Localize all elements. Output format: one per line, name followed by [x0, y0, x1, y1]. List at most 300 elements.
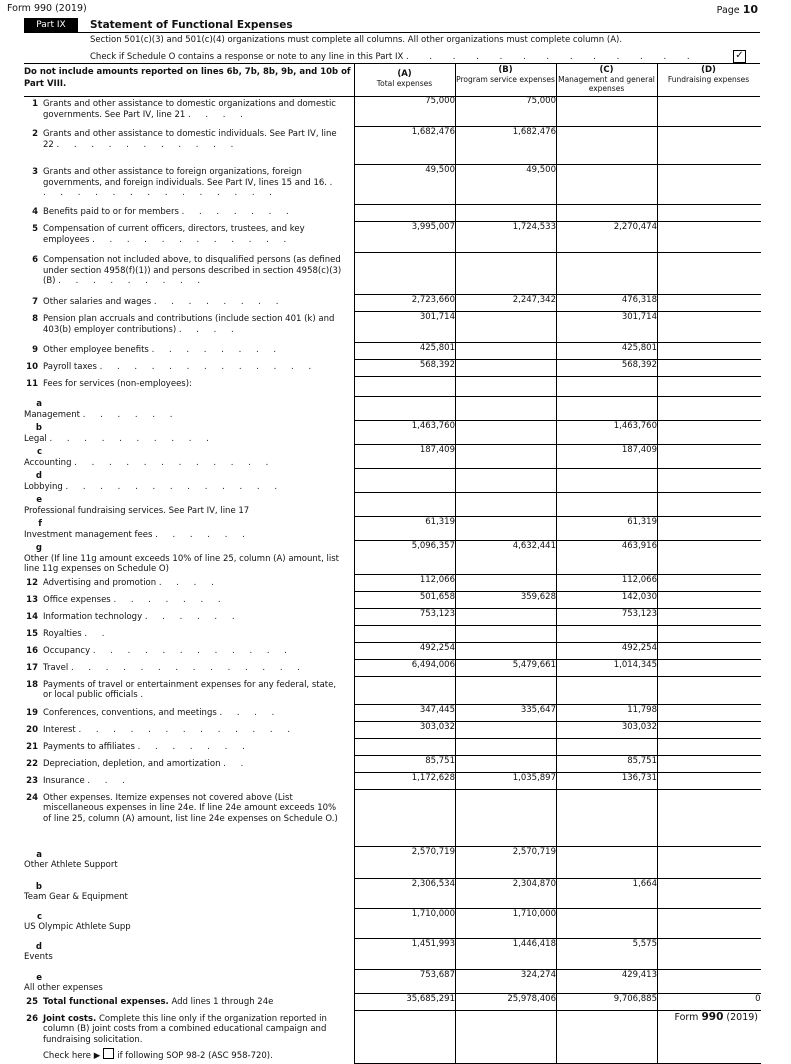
schedule-o-checkbox[interactable]: ✓ — [733, 50, 746, 63]
leader-dots: . . . . . . . — [113, 594, 227, 605]
line-description — [43, 997, 343, 1008]
amount-col-a — [355, 739, 456, 756]
line-description — [24, 458, 342, 469]
table-row — [24, 376, 761, 396]
line-label-cell — [24, 492, 355, 516]
amount-col-d — [658, 221, 761, 252]
amount-col-c: 112,066 — [557, 575, 658, 592]
amount-col-b — [456, 609, 557, 626]
amount-col-b — [456, 739, 557, 756]
table-row — [24, 294, 761, 311]
form-year-header: Form 990 (2019) — [7, 3, 87, 14]
line-number: 21 — [26, 741, 38, 752]
amount-col-b — [456, 1011, 557, 1064]
line-text: Team Gear & Equipment — [24, 892, 128, 902]
amount-col-d — [658, 722, 761, 739]
table-row — [24, 164, 761, 204]
amount-col-c — [557, 847, 658, 879]
divider — [556, 63, 557, 96]
table-row — [24, 396, 761, 420]
amount-col-b — [456, 311, 557, 342]
line-description — [43, 297, 343, 308]
line-description — [24, 410, 342, 421]
amount-col-d — [658, 516, 761, 540]
line-description — [43, 1014, 343, 1062]
amount-col-a: 35,685,291 — [355, 994, 456, 1011]
line-text: Grants and other assistance to domestic organizations and domestic governments. See Part IV, line 21 — [43, 99, 336, 120]
amount-col-a — [355, 252, 456, 294]
amount-col-c — [557, 204, 658, 221]
line-label-cell — [24, 96, 355, 126]
table-row — [24, 420, 761, 444]
line-label-cell — [24, 847, 355, 879]
line-description — [43, 663, 343, 674]
line-title: Joint costs. — [43, 1013, 97, 1024]
line-label-cell — [24, 516, 355, 540]
amount-col-c — [557, 376, 658, 396]
joint-costs-checkbox[interactable] — [103, 1048, 114, 1059]
table-row — [24, 879, 761, 909]
amount-col-b: 75,000 — [456, 96, 557, 126]
line-text: Other (If line 11g amount exceeds 10% of line 25, column (A) amount, list line 11g expenses on Schedule O) — [24, 553, 340, 574]
line-number: 19 — [26, 707, 38, 718]
line-number: 25 — [26, 996, 38, 1007]
amount-col-d — [658, 790, 761, 847]
line-text: Benefits paid to or for members — [43, 207, 179, 217]
amount-col-c: 476,318 — [557, 294, 658, 311]
page-label: Page — [716, 5, 740, 16]
check-here-label: Check here ▶ — [43, 1051, 101, 1061]
amount-col-c — [557, 96, 658, 126]
amount-col-c — [557, 252, 658, 294]
line-label-cell — [24, 376, 355, 396]
line-number: 3 — [32, 167, 38, 177]
line-label-cell — [24, 294, 355, 311]
line-label-cell — [24, 252, 355, 294]
line-number: 8 — [32, 314, 38, 324]
amount-col-c: 61,319 — [557, 516, 658, 540]
line-text: Conferences, conventions, and meetings — [43, 707, 217, 718]
amount-col-b — [456, 444, 557, 468]
line-text: Events — [24, 952, 53, 962]
amount-col-a — [355, 376, 456, 396]
part-intro: Section 501(c)(3) and 501(c)(4) organizations must complete all columns. All other organizations must complete column (A). — [90, 35, 623, 45]
line-number: 12 — [26, 577, 38, 588]
table-row — [24, 626, 761, 643]
divider — [455, 63, 456, 96]
line-label-cell — [24, 909, 355, 939]
line-label-cell — [24, 739, 355, 756]
amount-col-c: 85,751 — [557, 756, 658, 773]
table-row — [24, 359, 761, 376]
table-row — [24, 96, 761, 126]
line-label-cell — [24, 756, 355, 773]
amount-col-c: 429,413 — [557, 970, 658, 994]
amount-col-a: 492,254 — [355, 643, 456, 660]
amount-col-d — [658, 756, 761, 773]
amount-col-d — [658, 643, 761, 660]
amount-col-b — [456, 756, 557, 773]
amount-col-a: 75,000 — [355, 96, 456, 126]
column-b-header: (B) Program service expenses — [456, 65, 555, 84]
line-number: 26 — [26, 1013, 38, 1024]
table-row — [24, 739, 761, 756]
amount-col-d — [658, 468, 761, 492]
amount-col-b — [456, 790, 557, 847]
line-number: 11 — [26, 379, 38, 389]
amount-col-a: 1,172,628 — [355, 773, 456, 790]
amount-col-a — [355, 677, 456, 705]
table-row — [24, 756, 761, 773]
leader-dots: . . — [223, 758, 250, 769]
amount-col-d — [658, 739, 761, 756]
leader-dots: . . . — [87, 775, 131, 786]
subline-letter: e — [36, 495, 42, 505]
amount-col-d — [658, 660, 761, 677]
amount-col-c: 9,706,885 — [557, 994, 658, 1011]
amount-col-b: 25,978,406 — [456, 994, 557, 1011]
table-row — [24, 492, 761, 516]
line-label-cell — [24, 722, 355, 739]
line-number: 13 — [26, 594, 38, 605]
amount-col-a: 303,032 — [355, 722, 456, 739]
table-row — [24, 1011, 761, 1064]
table-row — [24, 643, 761, 660]
line-number: 23 — [26, 775, 38, 786]
line-title: Total functional expenses. — [43, 996, 169, 1007]
line-label-cell — [24, 396, 355, 420]
subline-letter: b — [35, 881, 42, 892]
amount-col-b — [456, 468, 557, 492]
subline-letter: f — [38, 519, 42, 529]
amount-col-b: 1,710,000 — [456, 909, 557, 939]
amount-col-d — [658, 847, 761, 879]
amount-col-a: 6,494,006 — [355, 660, 456, 677]
subline-letter: a — [36, 849, 42, 860]
line-text: Insurance — [43, 775, 85, 786]
line-description — [43, 612, 343, 623]
line-label-cell — [24, 939, 355, 970]
line-number: 20 — [26, 724, 38, 735]
amount-col-c: 2,270,474 — [557, 221, 658, 252]
leader-dots: . . . . . . . . . — [58, 276, 207, 286]
amount-col-b — [456, 359, 557, 376]
line-description — [43, 207, 343, 218]
amount-col-a — [355, 468, 456, 492]
line-number: 18 — [26, 679, 38, 690]
subline-letter: e — [36, 972, 42, 983]
subline-letter: d — [35, 941, 42, 952]
line-text: Complete this line only if the organization reported in column (B) joint costs from a combined educational campaign and fundraising solicitation. — [43, 1013, 327, 1045]
line-text: Grants and other assistance to foreign organizations, foreign governments, and foreign individuals. See Part IV, lines 15 and 16. — [43, 167, 327, 188]
amount-col-d — [658, 126, 761, 164]
line-label-cell — [24, 592, 355, 609]
leader-dots: . — [140, 690, 150, 700]
line-description — [24, 860, 342, 871]
amount-col-a: 1,682,476 — [355, 126, 456, 164]
amount-col-d — [658, 879, 761, 909]
table-row — [24, 468, 761, 492]
amount-col-a: 61,319 — [355, 516, 456, 540]
amount-col-a — [355, 790, 456, 847]
line-label-cell — [24, 126, 355, 164]
table-row — [24, 516, 761, 540]
line-description — [43, 167, 343, 199]
line-description — [43, 255, 343, 287]
line-label-cell — [24, 677, 355, 705]
line-label-cell — [24, 773, 355, 790]
page-number — [717, 3, 758, 16]
column-c-header: (C) Management and general expenses — [558, 65, 655, 93]
table-row — [24, 722, 761, 739]
leader-dots: . . . . . . . . . . . . — [92, 234, 293, 245]
amount-col-a: 347,445 — [355, 705, 456, 722]
line-number: 6 — [32, 255, 38, 265]
amount-col-b — [456, 626, 557, 643]
amount-col-c — [557, 164, 658, 204]
amount-col-d — [658, 492, 761, 516]
amount-col-b — [456, 204, 557, 221]
amount-col-d — [658, 311, 761, 342]
leader-dots: . . . . . . . — [181, 207, 295, 217]
subline-letter: g — [35, 543, 42, 553]
line-text: Professional fundraising services. See Part IV, line 17 — [24, 505, 250, 516]
line-description — [43, 680, 343, 701]
amount-col-d — [658, 359, 761, 376]
amount-col-d — [658, 609, 761, 626]
line-description — [43, 362, 343, 373]
line-text: Pension plan accruals and contributions (include section 401 (k) and 403(b) employer contributions) — [43, 314, 335, 335]
leader-dots: . . . . — [219, 707, 281, 718]
table-row — [24, 540, 761, 575]
amount-col-b: 1,724,533 — [456, 221, 557, 252]
line-label-cell — [24, 575, 355, 592]
line-label-cell — [24, 204, 355, 221]
leader-dots: . . . . . . . . — [153, 297, 285, 307]
line-description — [43, 759, 343, 770]
amount-col-d: 0 — [658, 994, 761, 1011]
divider — [354, 63, 355, 96]
amount-col-d — [658, 575, 761, 592]
amount-col-b: 2,304,870 — [456, 879, 557, 909]
table-row — [24, 994, 761, 1011]
line-number: 4 — [32, 207, 38, 217]
divider — [657, 63, 658, 96]
leader-dots: . . . . . . . . . . . . . — [78, 724, 297, 735]
amount-col-a: 568,392 — [355, 359, 456, 376]
amount-col-b: 4,632,441 — [456, 540, 557, 575]
line-description — [24, 434, 342, 445]
leader-dots: . . . . — [178, 324, 240, 335]
line-label-cell — [24, 790, 355, 847]
leader-dots: . . . . . . . . — [151, 345, 283, 355]
leader-dots: . . . . . . . . . . . . . . — [70, 662, 306, 673]
amount-col-b: 2,247,342 — [456, 294, 557, 311]
amount-col-b — [456, 643, 557, 660]
line-description — [43, 725, 343, 736]
amount-col-b — [456, 677, 557, 705]
amount-col-c: 301,714 — [557, 311, 658, 342]
line-label-cell — [24, 342, 355, 359]
amount-col-a — [355, 396, 456, 420]
subline-letter: a — [36, 399, 42, 409]
amount-col-b: 324,274 — [456, 970, 557, 994]
table-row — [24, 773, 761, 790]
amount-col-a: 753,687 — [355, 970, 456, 994]
amount-col-c: 568,392 — [557, 359, 658, 376]
leader-dots: . . . . — [187, 109, 249, 120]
line-label-cell — [24, 1011, 355, 1064]
leader-dots: . . . . . . . . . . . . — [74, 457, 275, 468]
amount-col-c — [557, 909, 658, 939]
subline-letter: c — [36, 911, 42, 922]
line-label-cell — [24, 164, 355, 204]
line-number: 7 — [32, 297, 38, 307]
amount-col-d — [658, 396, 761, 420]
line-text: Other expenses. Itemize expenses not covered above (List miscellaneous expenses in line 24e. If line 24e amount exceeds 10% of line 25, column (A) amount, list line 24e expenses on Schedule O.) — [43, 792, 338, 824]
amount-col-b — [456, 575, 557, 592]
table-row — [24, 660, 761, 677]
amount-col-a: 85,751 — [355, 756, 456, 773]
line-description — [24, 554, 342, 575]
amount-col-d — [658, 252, 761, 294]
amount-col-c: 492,254 — [557, 643, 658, 660]
table-row — [24, 705, 761, 722]
amount-col-d — [658, 376, 761, 396]
line-label-cell — [24, 879, 355, 909]
line-description — [43, 99, 343, 120]
table-row — [24, 970, 761, 994]
column-a-header: (A) Total expenses — [376, 69, 433, 88]
amount-col-a: 753,123 — [355, 609, 456, 626]
amount-col-b: 1,035,897 — [456, 773, 557, 790]
line-description — [24, 506, 342, 517]
amount-col-c — [557, 1011, 658, 1064]
table-row — [24, 221, 761, 252]
amount-col-a: 3,995,007 — [355, 221, 456, 252]
amount-col-a: 112,066 — [355, 575, 456, 592]
line-text: Payments of travel or entertainment expenses for any federal, state, or local public officials — [43, 679, 337, 700]
line-text: Other Athlete Support — [24, 860, 118, 870]
amount-col-d — [658, 204, 761, 221]
subline-letter: d — [35, 471, 42, 481]
line-description — [43, 578, 343, 589]
table-row — [24, 592, 761, 609]
line-text: Depreciation, depletion, and amortization — [43, 758, 221, 769]
line-number: 14 — [26, 611, 38, 622]
line-text: Travel — [43, 662, 69, 673]
amount-col-b: 359,628 — [456, 592, 557, 609]
table-row — [24, 444, 761, 468]
leader-dots: . . . . . . . . . . . — [56, 139, 240, 150]
amount-col-d — [658, 164, 761, 204]
amount-col-c: 425,801 — [557, 342, 658, 359]
amount-col-a — [355, 204, 456, 221]
amount-col-b: 1,446,418 — [456, 939, 557, 970]
amount-col-b — [456, 396, 557, 420]
amount-col-a: 301,714 — [355, 311, 456, 342]
amount-col-b — [456, 420, 557, 444]
amount-col-b: 1,682,476 — [456, 126, 557, 164]
leader-dots: . . . . . . — [155, 529, 251, 540]
amount-col-a — [355, 492, 456, 516]
table-row — [24, 575, 761, 592]
line-text: Other salaries and wages — [43, 297, 152, 307]
line-label-cell — [24, 444, 355, 468]
amount-col-c: 1,664 — [557, 879, 658, 909]
amount-col-c: 5,575 — [557, 939, 658, 970]
line-description — [24, 922, 342, 933]
amount-col-c: 1,014,345 — [557, 660, 658, 677]
line-label-cell — [24, 540, 355, 575]
amount-col-b — [456, 722, 557, 739]
line-text: Payments to affiliates — [43, 741, 135, 752]
line-number: 9 — [32, 345, 38, 355]
line-number: 1 — [32, 99, 38, 109]
leader-dots: . . . . . . . . . . — [49, 433, 215, 444]
line-number: 16 — [26, 645, 38, 656]
line-label-cell — [24, 660, 355, 677]
amount-col-c: 11,798 — [557, 705, 658, 722]
amount-col-a — [355, 1011, 456, 1064]
leader-dots: . . . . . . — [82, 409, 179, 420]
line-label-cell — [24, 420, 355, 444]
line-text: All other expenses — [24, 983, 103, 993]
schedule-o-check-text: Check if Schedule O contains a response or note to any line in this Part IX . . . . . . . . . . . . . — [90, 52, 699, 62]
form-footer: Form 990 (2019) — [674, 1011, 758, 1023]
line-description — [24, 482, 342, 493]
amount-col-c: 753,123 — [557, 609, 658, 626]
amount-col-d — [658, 677, 761, 705]
amount-col-d — [658, 705, 761, 722]
amount-col-b: 2,570,719 — [456, 847, 557, 879]
line-description — [43, 224, 343, 245]
table-row — [24, 847, 761, 879]
amount-col-d — [658, 444, 761, 468]
line-text: Lobbying — [24, 481, 63, 492]
amount-col-b — [456, 516, 557, 540]
amount-col-a: 187,409 — [355, 444, 456, 468]
part-title: Statement of Functional Expenses — [90, 19, 293, 31]
line-label-cell — [24, 221, 355, 252]
amount-col-c — [557, 626, 658, 643]
check-suffix: if following SOP 98-2 (ASC 958-720). — [117, 1051, 273, 1061]
table-row — [24, 939, 761, 970]
amount-col-d — [658, 540, 761, 575]
line-text: Compensation not included above, to disqualified persons (as defined under section 4958(f)(1)) and persons described in section 4958(c)(3)(B) — [43, 255, 342, 286]
amount-col-d — [658, 626, 761, 643]
amount-col-c — [557, 396, 658, 420]
amount-col-c — [557, 677, 658, 705]
line-text: Add lines 1 through 24e — [171, 996, 274, 1007]
amount-col-d — [658, 294, 761, 311]
line-label-cell — [24, 970, 355, 994]
line-text: Fees for services (non-employees): — [43, 379, 192, 389]
line-label-cell — [24, 609, 355, 626]
table-row — [24, 342, 761, 359]
amount-col-a: 2,723,660 — [355, 294, 456, 311]
line-text: Grants and other assistance to domestic individuals. See Part IV, line 22 — [43, 129, 337, 150]
expenses-table — [24, 96, 761, 1064]
line-text: Occupancy — [43, 645, 91, 656]
table-row — [24, 252, 761, 294]
amount-col-c — [557, 126, 658, 164]
amount-col-c — [557, 790, 658, 847]
column-header-note: Do not include amounts reported on lines 6b, 7b, 8b, 9b, and 10b of Part VIII. — [24, 67, 351, 89]
amount-col-a — [355, 626, 456, 643]
subline-letter: c — [36, 447, 42, 457]
table-row — [24, 126, 761, 164]
